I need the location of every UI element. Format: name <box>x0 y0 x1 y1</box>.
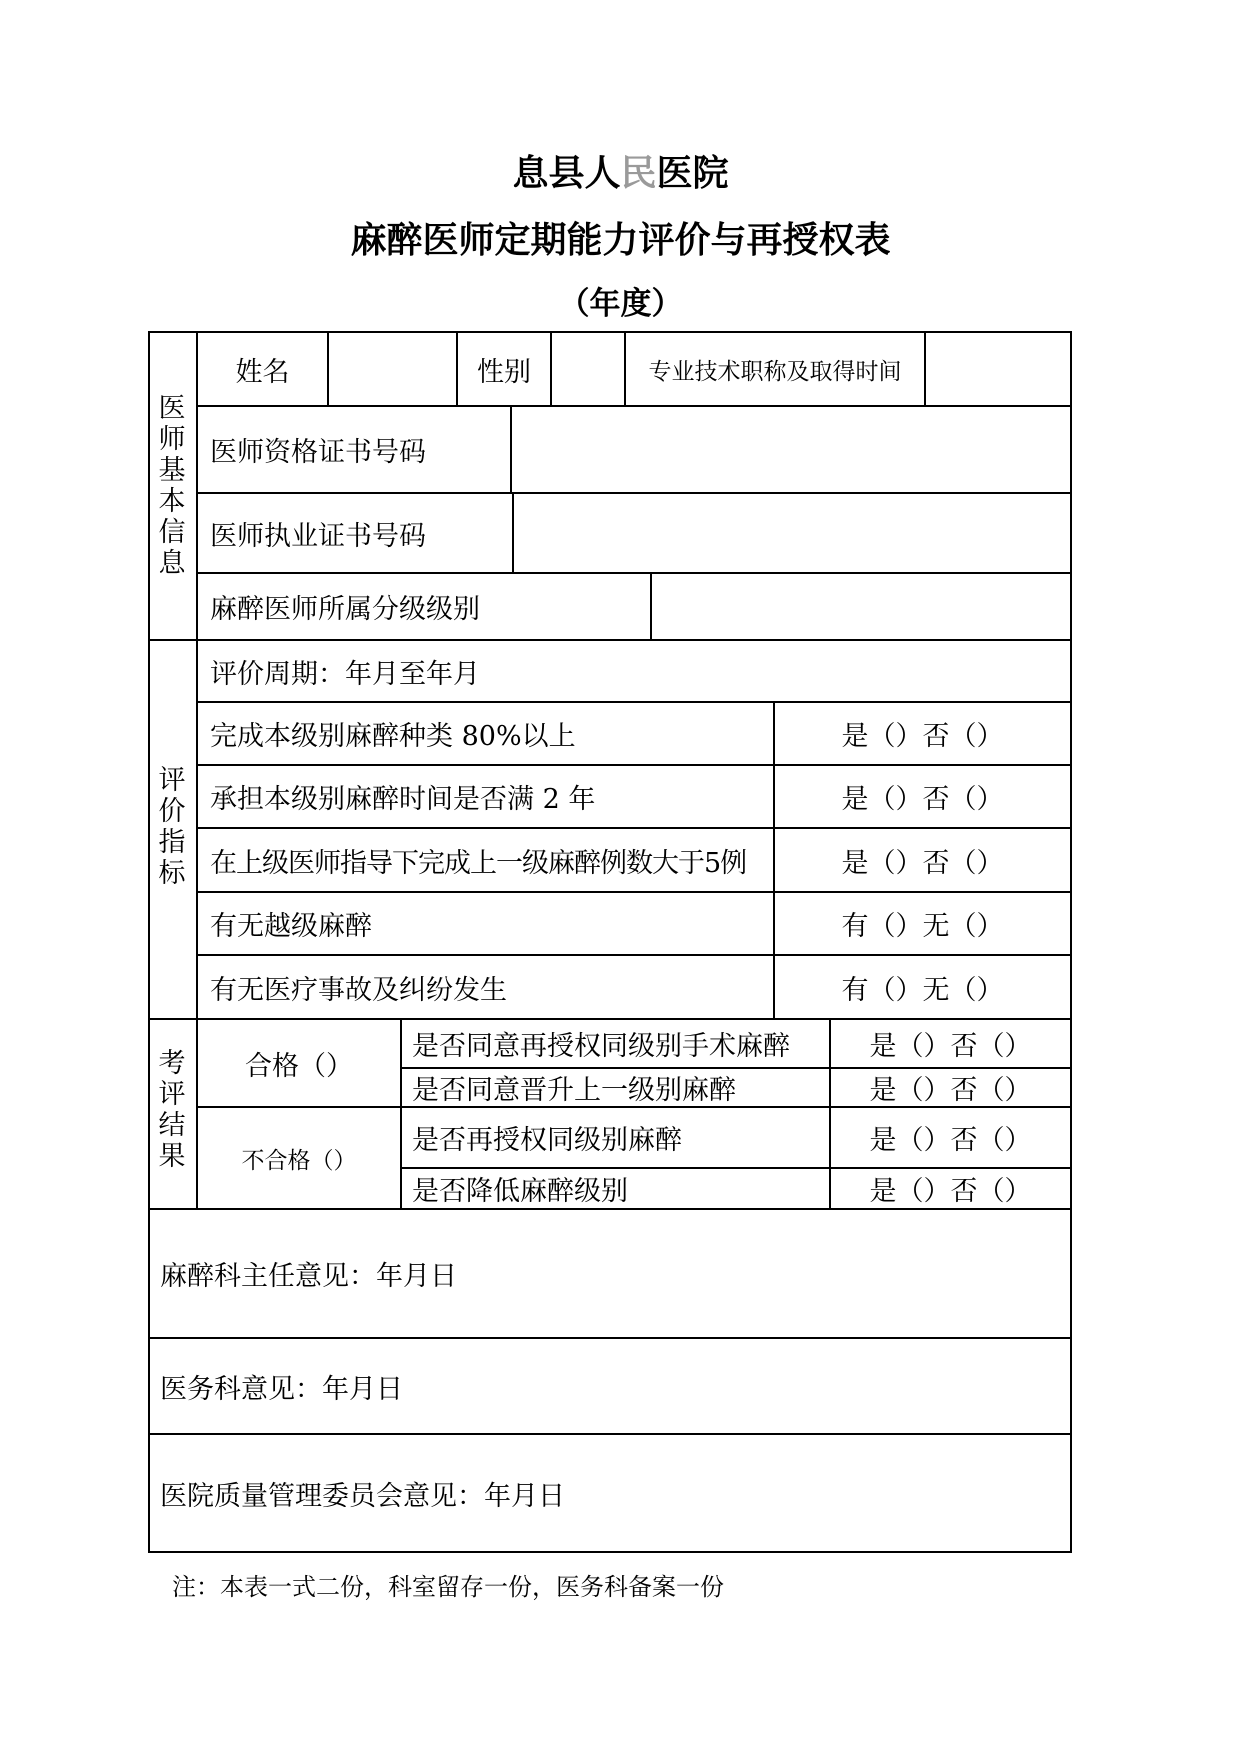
result-row-options[interactable]: 是（）否（） <box>869 1125 1032 1156</box>
table-border-bottom <box>148 1551 1072 1553</box>
result-row-options[interactable]: 是（）否（） <box>869 1176 1032 1207</box>
gender-label: 性别 <box>477 356 531 388</box>
grade-label: 麻醉医师所属分级级别 <box>210 594 480 625</box>
evaluation-item-label: 有无医疗事故及纠纷发生 <box>210 974 507 1006</box>
result-row-options[interactable]: 是（）否（） <box>869 1031 1032 1062</box>
section-label-basic-info: 医师基本信息 <box>158 393 186 579</box>
evaluation-item-label: 有无越级麻醉 <box>210 911 372 942</box>
result-row-label: 是否降低麻醉级别 <box>412 1176 628 1207</box>
divider <box>400 1018 402 1209</box>
result-row-label: 是否同意再授权同级别手术麻醉 <box>412 1031 790 1062</box>
evaluation-item-label: 在上级医师指导下完成上一级麻醉例数大于5例 <box>210 847 747 879</box>
evaluation-item-options[interactable]: 有（）无（） <box>841 911 1004 942</box>
quality-committee-opinion[interactable]: 医院质量管理委员会意见：年月日 <box>160 1480 565 1512</box>
evaluation-item-options[interactable]: 是（）否（） <box>841 784 1004 815</box>
title-label: 专业技术职称及取得时间 <box>648 358 902 385</box>
form-title: 麻醉医师定期能力评价与再授权表 <box>350 219 891 261</box>
evaluation-period: 评价周期：年月至年月 <box>210 658 480 690</box>
result-row-label: 是否同意晋升上一级别麻醉 <box>412 1075 736 1106</box>
table-border-right <box>1070 331 1072 1553</box>
anesthesia-director-opinion[interactable]: 麻醉科主任意见：年月日 <box>160 1261 457 1292</box>
medical-affairs-opinion[interactable]: 医务科意见：年月日 <box>160 1373 403 1405</box>
evaluation-item-options[interactable]: 是（）否（） <box>841 721 1004 752</box>
fail-option[interactable]: 不合格（） <box>241 1147 357 1174</box>
evaluation-item-label: 承担本级别麻醉时间是否满 2 年 <box>210 784 596 815</box>
pass-option[interactable]: 合格（） <box>245 1050 353 1082</box>
practice-label: 医师执业证书号码 <box>210 520 426 552</box>
evaluation-item-options[interactable]: 有（）无（） <box>841 974 1004 1006</box>
practice-field[interactable] <box>514 494 1070 572</box>
gender-field[interactable] <box>552 333 624 405</box>
name-label: 姓名 <box>235 356 290 388</box>
name-field[interactable] <box>329 333 456 405</box>
evaluation-item-label: 完成本级别麻醉种类 80%以上 <box>210 721 576 752</box>
result-row-label: 是否再授权同级别麻醉 <box>412 1125 682 1156</box>
hospital-name: 息县人民医院 <box>512 152 729 194</box>
year-label: （年度） <box>558 286 683 322</box>
title-field[interactable] <box>926 333 1070 405</box>
section-label-evaluation: 评价指标 <box>158 765 186 889</box>
footer-note: 注：本表一式二份，科室留存一份，医务科备案一份 <box>172 1573 724 1601</box>
grade-field[interactable] <box>652 574 1070 639</box>
qualification-field[interactable] <box>512 407 1070 492</box>
table-border-left <box>148 331 150 1553</box>
evaluation-item-options[interactable]: 是（）否（） <box>841 847 1004 879</box>
section-label-results: 考评结果 <box>158 1048 186 1172</box>
result-row-options[interactable]: 是（）否（） <box>869 1075 1032 1106</box>
qualification-label: 医师资格证书号码 <box>210 437 426 468</box>
